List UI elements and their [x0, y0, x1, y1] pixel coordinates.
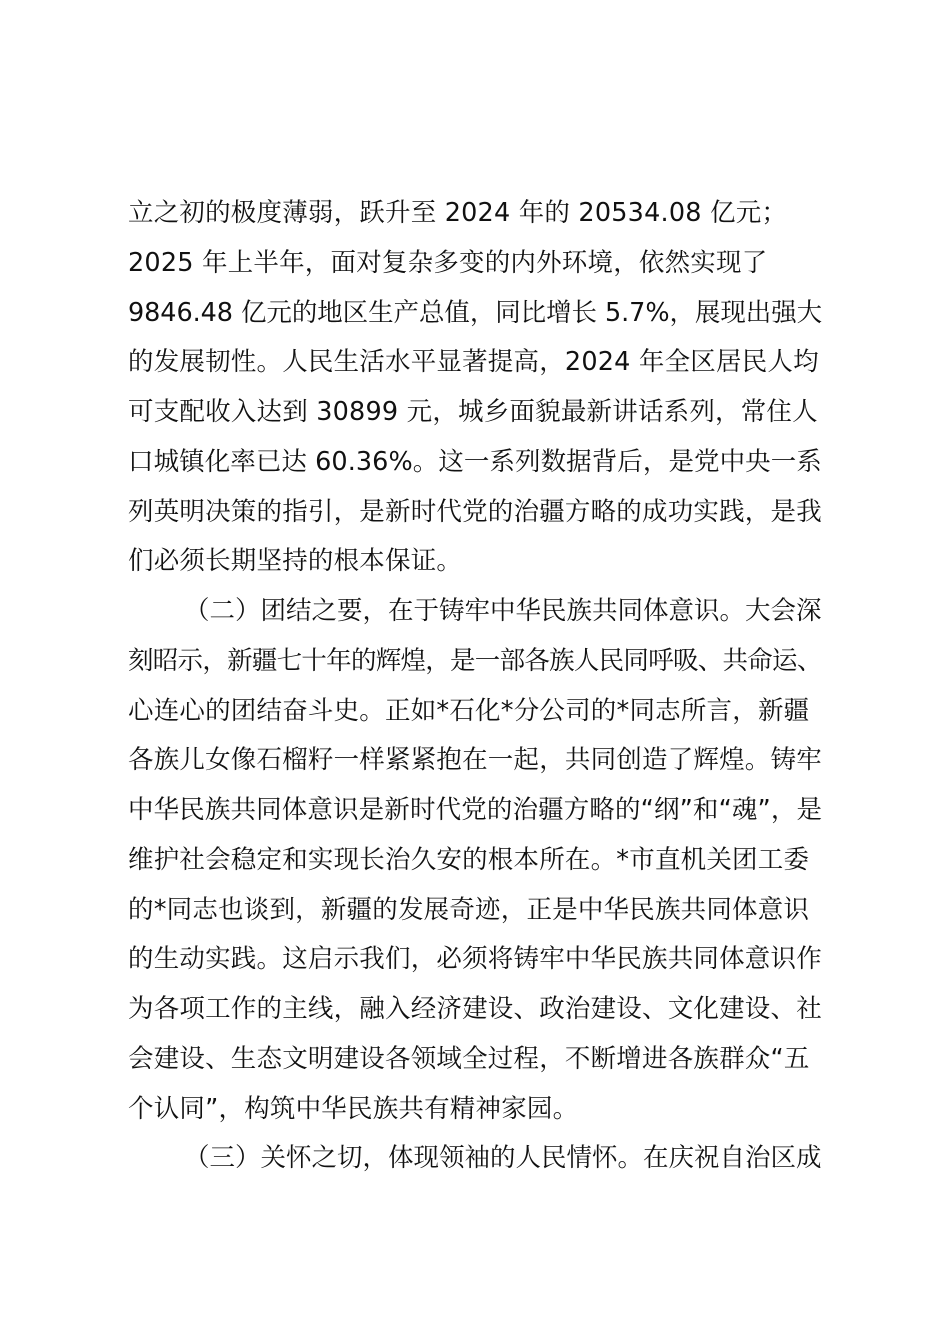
text-line: 会建设、生态文明建设各领域全过程，不断增进各族群众“五 [128, 1043, 810, 1074]
text-line: 的生动实践。这启示我们，必须将铸牢中华民族共同体意识作 [128, 944, 822, 975]
paragraph-first-line: （三）关怀之切，体现领袖的人民情怀。在庆祝自治区成 [184, 1143, 822, 1174]
text-line: 立之初的极度薄弱，跃升至 2024 年的 20534.08 亿元； [128, 198, 788, 228]
text-line: 各族儿女像石榴籽一样紧紧抱在一起，共同创造了辉煌。铸牢 [128, 745, 822, 776]
text-line: 的发展韧性。人民生活水平显著提高，2024 年全区居民人均 [128, 347, 819, 378]
text-line: 可支配收入达到 30899 元，城乡面貌最新讲话系列，常住人 [128, 397, 818, 427]
text-line: 为各项工作的主线，融入经济建设、政治建设、文化建设、社 [128, 994, 822, 1024]
text-line: 2025 年上半年，面对复杂多变的内外环境，依然实现了 [128, 247, 768, 278]
text-line: 列英明决策的指引，是新时代党的治疆方略的成功实践，是我 [128, 496, 822, 527]
text-line: 心连心的团结奋斗史。正如*石化*分公司的*同志所言，新疆 [128, 695, 810, 726]
text-line: 口城镇化率已达 60.36%。这一系列数据背后，是党中央一系 [128, 446, 822, 477]
text-line: 个认同”，构筑中华民族共有精神家园。 [128, 1093, 579, 1124]
text-line: 维护社会稳定和实现长治久安的根本所在。*市直机关团工委 [128, 844, 810, 875]
text-line: 们必须长期坚持的根本保证。 [128, 546, 463, 577]
paragraph-first-line: （二）团结之要，在于铸牢中华民族共同体意识。大会深 [184, 596, 822, 626]
text-line: 中华民族共同体意识是新时代党的治疆方略的“纲”和“魂”，是 [128, 795, 823, 825]
text-line: 刻昭示，新疆七十年的辉煌，是一部各族人民同呼吸、共命运、 [128, 645, 822, 676]
text-line: 的*同志也谈到，新疆的发展奇迹，正是中华民族共同体意识 [128, 894, 810, 925]
text-line: 9846.48 亿元的地区生产总值，同比增长 5.7%，展现出强大 [128, 297, 823, 328]
